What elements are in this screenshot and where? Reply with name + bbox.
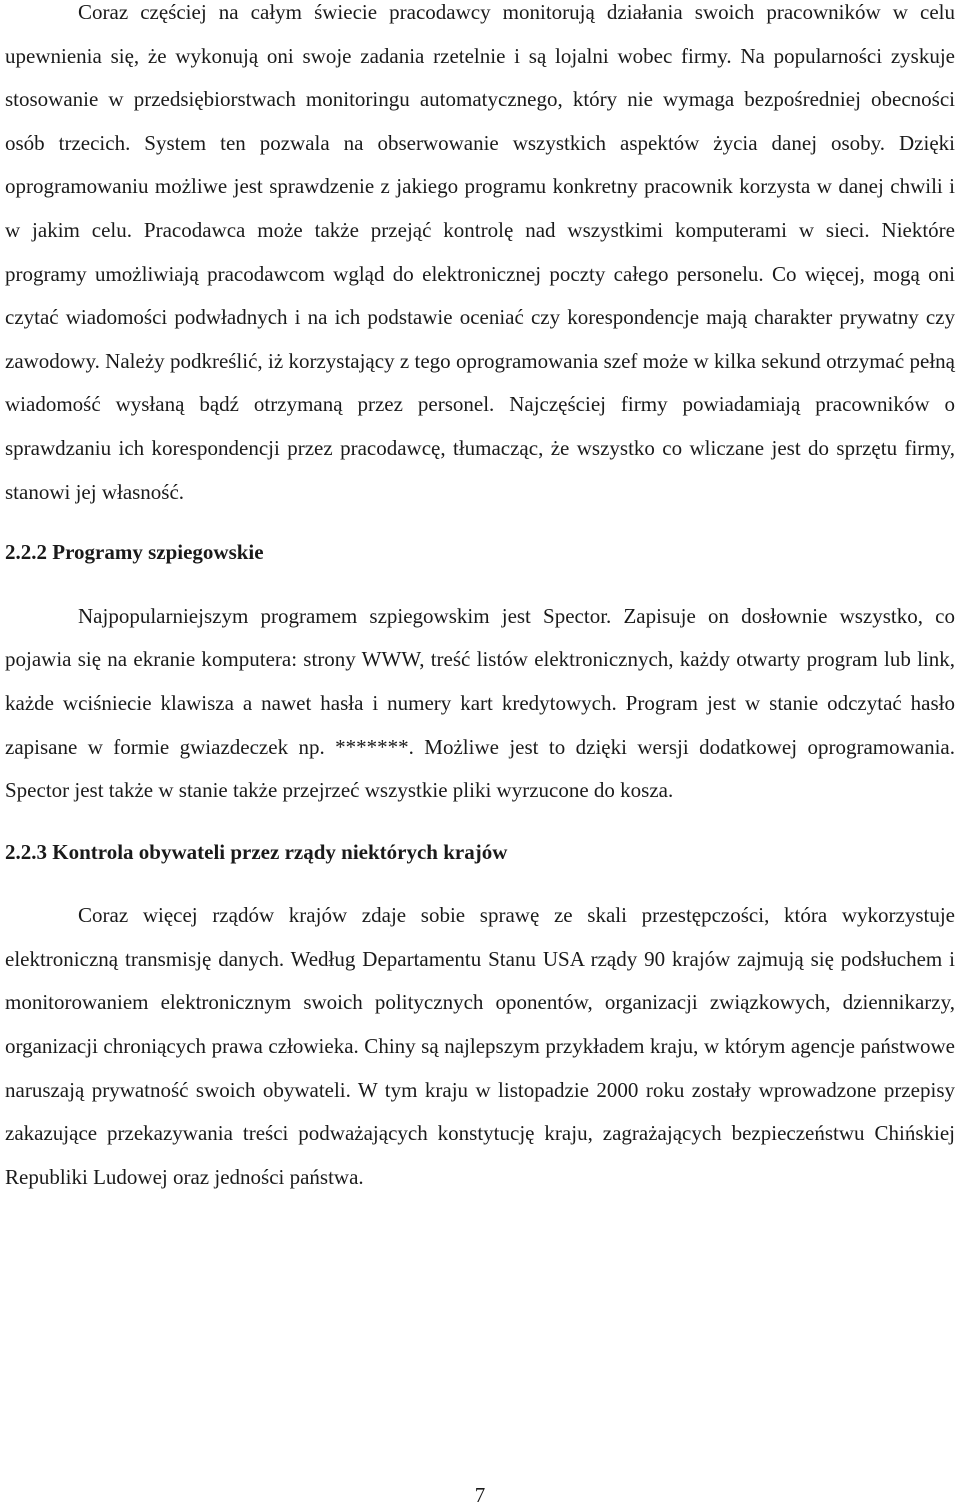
page-number: 7 — [474, 1483, 486, 1507]
document-page — [5, 0, 955, 1199]
paragraph-monitoring-employers: Coraz częściej na całym świecie pracodawcy monitorują działania swoich pracowników w celu upewnienia się, że wykonują oni swoje zadania rzetelnie i są lojalni wobec firmy. Na popularności zyskuje stosowanie w przedsiębiorstwach monitoringu automatycznego, który nie wymaga bezpośredniej obecności osób trzecich. System ten pozwala na obserwowanie wszystkich aspektów życia danej osoby. Dzięki oprogramowaniu możliwe jest sprawdzenie z jakiego programu konkretny pracownik korzysta w danej chwili i w jakim celu. Pracodawca może także przejąć kontrolę nad wszystkimi komputerami w sieci. Niektóre programy umożliwiają pracodawcom wgląd do elektronicznej poczty całego personelu. Co więcej, mogą oni czytać wiadomości podwładnych i na ich podstawie oceniać czy korespondencje mają charakter prywatny czy zawodowy. Należy podkreślić, iż korzystający z tego oprogramowania szef może w kilka sekund otrzymać pełną wiadomość wysłaną bądź otrzymaną przez personel. Najczęściej firmy powiadamiają pracowników o sprawdzaniu ich korespondencji przez pracodawcę, tłumacząc, że wszystko co wliczane jest do sprzętu firmy, stanowi jej własność. — [5, 0, 955, 504]
paragraph-spector: Najpopularniejszym programem szpiegowskim jest Spector. Zapisuje on dosłownie wszystko, co pojawia się na ekranie komputera: strony WWW, treść listów elektronicznych, każdy otwarty program lub link, każde wciśniecie klawisza a nawet hasła i numery kart kredytowych. Program jest w stanie odczytać hasło zapisane w formie gwiazdeczek np. *******. Możliwe jest to dzięki wersji dodatkowej oprogramowania. Spector jest także w stanie także przejrzeć wszystkie pliki wyrzucone do kosza. — [5, 603, 955, 803]
section-heading-government-control: 2.2.3 Kontrola obywateli przez rządy niektórych krajów — [5, 839, 508, 864]
paragraph-government-surveillance: Coraz więcej rządów krajów zdaje sobie sprawę ze skali przestępczości, która wykorzystuje elektroniczną transmisję danych. Według Departamentu Stanu USA rządy 90 krajów zajmują się podsłuchem i monitorowaniem elektronicznym swoich politycznych oponentów, organizacji związkowych, dziennikarzy, organizacji chroniących prawa człowieka. Chiny są najlepszym przykładem kraju, w którym agencje państwowe naruszają prywatność swoich obywateli. W tym kraju w listopadzie 2000 roku zostały wprowadzone przepisy zakazujące przekazywania treści podważających konstytucję kraju, zagrażających bezpieczeństwu Chińskiej Republiki Ludowej oraz jedności państwa. — [5, 903, 955, 1189]
section-heading-spy-programs: 2.2.2 Programy szpiegowskie — [5, 540, 264, 565]
